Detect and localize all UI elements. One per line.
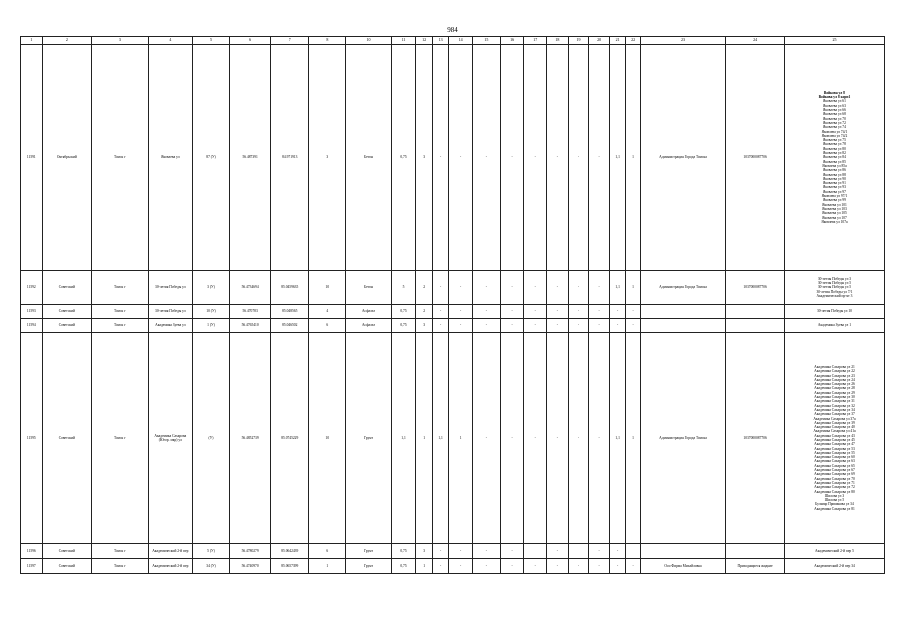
- address-item: Бульвар Примакова ул 34: [815, 502, 854, 507]
- cell-count: 10: [309, 333, 346, 544]
- cell-c15: -: [472, 45, 500, 271]
- cell-c19: -: [568, 271, 589, 305]
- cell-district: Советский: [42, 559, 91, 574]
- address-list: [786, 323, 883, 327]
- cell-c14: -: [449, 544, 473, 559]
- cell-count: 3: [309, 45, 346, 271]
- address-list: [786, 549, 883, 553]
- address-item: Яковлева ул 93: [823, 185, 846, 190]
- cell-c13: 1,1: [432, 333, 448, 544]
- cell-c20: -: [589, 305, 610, 319]
- address-item: Яковлева ул 63: [823, 103, 846, 108]
- header-row: [21, 37, 885, 45]
- cell-house: 5 (У): [192, 544, 229, 559]
- cell-street: Академический 2-й пер: [148, 559, 192, 574]
- cell-c16: -: [500, 45, 524, 271]
- address-item: Войкова ул 8: [823, 90, 845, 95]
- cell-count: 6: [309, 319, 346, 333]
- cell-c16: -: [500, 559, 524, 574]
- cell-ogrn: 1037000087706: [726, 271, 785, 305]
- column-header: 14: [449, 37, 473, 45]
- cell-c16: -: [500, 305, 524, 319]
- cell-street: Академический 2-й пер: [148, 544, 192, 559]
- address-item: Яковлева ул 88: [823, 172, 846, 177]
- address-list: [786, 309, 883, 313]
- cell-c22: 1: [626, 271, 640, 305]
- cell-c20: -: [589, 271, 610, 305]
- column-header: 7: [271, 37, 309, 45]
- cell-area: 0,75: [391, 544, 416, 559]
- address-item: Яковлева ул 66: [823, 108, 846, 113]
- cell-c14: 1: [449, 333, 473, 544]
- cell-c12: 3: [416, 544, 432, 559]
- cell-c12: 2: [416, 305, 432, 319]
- cell-c20: -: [589, 559, 610, 574]
- column-header: 8: [309, 37, 346, 45]
- address-item: Яковлева ул 105: [822, 211, 847, 216]
- cell-c15: -: [472, 271, 500, 305]
- cell-owner: Администрация Города Томска: [640, 271, 725, 305]
- cell-c17: [524, 544, 547, 559]
- cell-c17: -: [524, 271, 547, 305]
- column-header: 17: [524, 37, 547, 45]
- address-item: Академика Зуева ул 1: [817, 323, 852, 328]
- cell-area: 1,1: [391, 333, 416, 544]
- cell-c16: -: [500, 544, 524, 559]
- column-header: 2: [42, 37, 91, 45]
- cell-district: Советский: [42, 544, 91, 559]
- cell-ogrn: 1037000087706: [726, 45, 785, 271]
- cell-lon: 85.046502: [271, 319, 309, 333]
- table-row: [21, 544, 885, 559]
- column-header: 16: [500, 37, 524, 45]
- column-header: 25: [784, 37, 884, 45]
- cell-c12: 2: [416, 271, 432, 305]
- cell-c18: -: [547, 333, 569, 544]
- column-header: 22: [626, 37, 640, 45]
- cell-owner: Администрация Города Томска: [640, 333, 725, 544]
- address-list: [786, 277, 883, 298]
- cell-c18: -: [547, 544, 569, 559]
- address-item: Академика Сахарова ул 39: [814, 420, 855, 425]
- page-number: 984: [447, 26, 458, 34]
- address-item: 30-летия Победы ул 10: [816, 309, 852, 314]
- cell-surface: Асфальт: [346, 319, 391, 333]
- cell-ogrn: [726, 544, 785, 559]
- cell-count: 10: [309, 271, 346, 305]
- table-row: [21, 319, 885, 333]
- cell-area: 5: [391, 271, 416, 305]
- cell-c15: -: [472, 333, 500, 544]
- cell-city: Томск г: [92, 305, 149, 319]
- cell-c16: -: [500, 319, 524, 333]
- cell-owner: Администрация Города Томска: [640, 45, 725, 271]
- address-item: Яковлева ул 90: [823, 176, 846, 181]
- cell-city: Томск г: [92, 544, 149, 559]
- cell-c21: -: [609, 559, 625, 574]
- registry-table: [20, 36, 885, 574]
- address-item: 30-летия Победы ул 5: [817, 285, 852, 290]
- cell-c18: -: [547, 45, 569, 271]
- address-item: Академика Сахарова ул 70: [814, 476, 855, 481]
- cell-city: Томск г: [92, 271, 149, 305]
- address-item: Академика Сахарова ул 37: [814, 412, 855, 417]
- address-item: 30-летия Победы ул 7/1: [816, 289, 853, 294]
- cell-c19: -: [568, 333, 589, 544]
- cell-c22: 1: [626, 333, 640, 544]
- cell-c14: -: [449, 319, 473, 333]
- cell-surface: Асфальт: [346, 305, 391, 319]
- address-item: Академика Сахарова ул 69: [814, 472, 855, 477]
- cell-area: 0,75: [391, 45, 416, 271]
- cell-c12: 1: [416, 333, 432, 544]
- cell-c15: -: [472, 305, 500, 319]
- address-item: Яковлева ул 61: [823, 99, 846, 104]
- column-header: 18: [547, 37, 569, 45]
- address-item: Шилова ул 3: [824, 493, 845, 498]
- cell-area: 0,75: [391, 305, 416, 319]
- column-header: 6: [230, 37, 271, 45]
- cell-c12: 3: [416, 45, 432, 271]
- address-item: Академика Сахарова ул 67: [814, 468, 855, 473]
- address-item: Академика Сахарова ул 40: [814, 425, 855, 430]
- column-header: 13: [432, 37, 448, 45]
- cell-count: 4: [309, 305, 346, 319]
- cell-surface: Грунт: [346, 544, 391, 559]
- cell-c13: -: [432, 319, 448, 333]
- address-list: [786, 564, 883, 568]
- cell-lat: 56.4852739: [230, 333, 271, 544]
- address-item: Академический 2-й пер 5: [815, 548, 854, 553]
- address-item: Академический 2-й пер 34: [814, 563, 855, 568]
- column-header: 1: [21, 37, 43, 45]
- address-item: Академика Сахарова ул 80: [814, 489, 855, 494]
- cell-c17: -: [524, 45, 547, 271]
- cell-c12: 3: [416, 319, 432, 333]
- cell-surface: Бетон: [346, 45, 391, 271]
- column-header: 4: [148, 37, 192, 45]
- cell-lon: 85.0642439: [271, 544, 309, 559]
- cell-owner: [640, 544, 725, 559]
- cell-c14: -: [449, 559, 473, 574]
- column-header: 19: [568, 37, 589, 45]
- cell-c13: -: [432, 45, 448, 271]
- cell-c17: -: [524, 305, 547, 319]
- cell-c18: -: [547, 559, 569, 574]
- address-item: Яковлева ул 74: [823, 125, 846, 130]
- cell-addresses: [784, 271, 884, 305]
- address-list: [786, 91, 883, 224]
- cell-c14: -: [449, 45, 473, 271]
- address-item: Яковлева ул 91: [823, 181, 846, 186]
- cell-city: Томск г: [92, 45, 149, 271]
- cell-c17: -: [524, 319, 547, 333]
- address-item: Академика Сахарова ул 63: [814, 459, 855, 464]
- cell-c22: [626, 544, 640, 559]
- cell-ogrn: [726, 319, 785, 333]
- cell-c21: -: [609, 319, 625, 333]
- column-header: 5: [192, 37, 229, 45]
- cell-c20: -: [589, 45, 610, 271]
- cell-c13: -: [432, 544, 448, 559]
- cell-c12: 1: [416, 559, 432, 574]
- cell-street: 30-летия Победы ул: [148, 271, 192, 305]
- address-item: Академика Сахарова ул 81: [814, 506, 855, 511]
- cell-district: Советский: [42, 305, 91, 319]
- column-header: 15: [472, 37, 500, 45]
- address-item: Шилова ул 5: [824, 498, 845, 503]
- table-body: [21, 45, 885, 574]
- address-item: Яковлева ул 74/1: [821, 129, 848, 134]
- address-item: Академика Сахарова ул 55: [814, 450, 855, 455]
- address-item: Яковлева ул 107а: [821, 219, 848, 224]
- cell-city: Томск г: [92, 333, 149, 544]
- cell-c19: -: [568, 305, 589, 319]
- column-header: 20: [589, 37, 610, 45]
- address-item: Яковлева ул 75: [823, 138, 846, 143]
- cell-house: 87 (У): [192, 45, 229, 271]
- cell-house: 3 (У): [192, 271, 229, 305]
- cell-house: 34 (У): [192, 559, 229, 574]
- address-item: Академика Сахарова ул 32: [814, 403, 855, 408]
- cell-c21: -: [609, 305, 625, 319]
- cell-surface: Бетон: [346, 271, 391, 305]
- cell-owner: [640, 305, 725, 319]
- cell-c19: [568, 544, 589, 559]
- address-item: Академика Сахарова ул 53: [814, 446, 855, 451]
- cell-surface: Грунт: [346, 333, 391, 544]
- cell-id: 11596: [21, 544, 43, 559]
- cell-c13: -: [432, 305, 448, 319]
- cell-c14: -: [449, 305, 473, 319]
- address-item: Академика Сахарова ул 24: [814, 377, 855, 382]
- cell-c15: -: [472, 319, 500, 333]
- cell-id: 11595: [21, 333, 43, 544]
- address-item: Академика Сахарова ул 22: [814, 369, 855, 374]
- address-item: Яковлева ул 74/2: [821, 133, 848, 138]
- cell-lon: 85.0459635: [271, 271, 309, 305]
- address-item: Войкова ул 8 корп1: [818, 95, 851, 100]
- table-row: [21, 333, 885, 544]
- cell-c13: -: [432, 559, 448, 574]
- address-item: Яковлева ул 85а: [822, 163, 847, 168]
- address-item: Академика Сахарова ул 71: [814, 480, 855, 485]
- address-item: Академика Сахарова ул 72: [814, 485, 855, 490]
- cell-addresses: [784, 333, 884, 544]
- cell-c20: -: [589, 544, 610, 559]
- cell-district: Октябрьский: [42, 45, 91, 271]
- address-item: Яковлева ул 103: [822, 206, 847, 211]
- cell-c18: -: [547, 305, 569, 319]
- cell-city: Томск г: [92, 559, 149, 574]
- cell-district: Советский: [42, 271, 91, 305]
- cell-ogrn: Приходящиеся жидкие: [726, 559, 785, 574]
- cell-c17: -: [524, 559, 547, 574]
- address-item: Яковлева ул 80: [823, 146, 846, 151]
- address-item: Академика Сахарова ул 45: [814, 438, 855, 442]
- cell-c14: -: [449, 271, 473, 305]
- cell-id: 11591: [21, 45, 43, 271]
- cell-addresses: [784, 319, 884, 333]
- cell-lon: 85.0657399: [271, 559, 309, 574]
- cell-c18: -: [547, 319, 569, 333]
- address-item: Яковлева ул 107: [822, 215, 847, 220]
- table-row: [21, 305, 885, 319]
- address-item: Яковлева ул 101: [822, 202, 847, 207]
- cell-city: Томск г: [92, 319, 149, 333]
- address-item: 30-летия Победы ул 5: [817, 281, 852, 286]
- cell-c20: -: [589, 319, 610, 333]
- cell-lat: 56.470783: [230, 305, 271, 319]
- column-header: 12: [416, 37, 432, 45]
- cell-lat: 56.4740970: [230, 559, 271, 574]
- address-item: Академика Сахарова ул 47: [814, 442, 855, 447]
- cell-district: Советский: [42, 319, 91, 333]
- table-header: [21, 37, 885, 45]
- cell-ogrn: [726, 305, 785, 319]
- cell-c15: -: [472, 559, 500, 574]
- cell-district: Советский: [42, 333, 91, 544]
- cell-c17: -: [524, 333, 547, 544]
- cell-count: 6: [309, 544, 346, 559]
- cell-c20: -: [589, 333, 610, 544]
- address-item: 30-летия Победы ул 3: [817, 276, 852, 281]
- cell-lon: 85.048565: [271, 305, 309, 319]
- cell-c16: -: [500, 333, 524, 544]
- address-item: Академика Сахарова ул 34: [814, 407, 855, 412]
- cell-c19: -: [568, 319, 589, 333]
- table-row: [21, 559, 885, 574]
- address-item: Яковлева ул 97/1: [821, 194, 848, 199]
- cell-c21: 1,1: [609, 45, 625, 271]
- address-item: Академика Сахарова ул 26: [814, 382, 855, 387]
- cell-c18: -: [547, 271, 569, 305]
- cell-addresses: [784, 559, 884, 574]
- cell-lat: 56.4765410: [230, 319, 271, 333]
- cell-area: 0,75: [391, 319, 416, 333]
- cell-street: Академика Сахарова (Югор. мкр) ул: [148, 333, 192, 544]
- address-item: Академика Сахарова ул 43: [814, 433, 855, 438]
- cell-owner: [640, 319, 725, 333]
- address-item: Академика Сахарова ул 29: [814, 390, 855, 395]
- cell-street: Академика Зуева ул: [148, 319, 192, 333]
- cell-c21: -: [609, 544, 625, 559]
- address-item: Академика Сахарова ул 23: [814, 373, 855, 378]
- address-item: Академика Сахарова ул 30: [814, 395, 855, 400]
- address-item: Яковлева ул 82: [823, 151, 846, 156]
- address-item: Академика Сахарова ул 31: [814, 399, 855, 404]
- cell-street: 30-летия Победы ул: [148, 305, 192, 319]
- cell-lon: 84.971913: [271, 45, 309, 271]
- cell-ogrn: 1037000087706: [726, 333, 785, 544]
- cell-street: Яковлева ул: [148, 45, 192, 271]
- address-item: Академика Сахарова ул 41а: [813, 429, 856, 434]
- cell-count: 1: [309, 559, 346, 574]
- address-item: Яковлева ул 86: [823, 168, 846, 173]
- table-row: [21, 271, 885, 305]
- column-header: 21: [609, 37, 625, 45]
- cell-c15: -: [472, 544, 500, 559]
- column-header: 23: [640, 37, 725, 45]
- address-item: Академика Сахарова ул 21: [814, 364, 855, 369]
- address-item: Яковлева ул 99: [823, 198, 846, 203]
- cell-id: 11592: [21, 271, 43, 305]
- cell-addresses: [784, 45, 884, 271]
- cell-c13: -: [432, 271, 448, 305]
- cell-id: 11594: [21, 319, 43, 333]
- cell-id: 11597: [21, 559, 43, 574]
- cell-lat: 56.487391: [230, 45, 271, 271]
- address-item: Яковлева ул 97: [823, 189, 846, 194]
- cell-c22: -: [626, 305, 640, 319]
- column-header: 11: [391, 37, 416, 45]
- cell-addresses: [784, 544, 884, 559]
- address-item: Академика Сахарова ул 37а: [813, 416, 856, 421]
- cell-house: 10 (У): [192, 305, 229, 319]
- address-item: Академика Сахарова ул 28: [814, 386, 855, 391]
- cell-surface: Грунт: [346, 559, 391, 574]
- address-item: Яковлева ул 70: [823, 116, 846, 121]
- cell-lat: 56.4780279: [230, 544, 271, 559]
- cell-c16: -: [500, 271, 524, 305]
- cell-owner: Ооо Фирма Михайловка: [640, 559, 725, 574]
- table-row: [21, 45, 885, 271]
- address-item: Яковлева ул 72: [823, 120, 846, 125]
- address-list: [786, 365, 883, 511]
- cell-lon: 85.0745229: [271, 333, 309, 544]
- cell-area: 0,75: [391, 559, 416, 574]
- cell-c19: -: [568, 45, 589, 271]
- address-item: Яковлева ул 68: [823, 112, 846, 117]
- column-header: 3: [92, 37, 149, 45]
- address-item: Академика Сахарова ул 65: [814, 463, 855, 468]
- address-item: Академика Сахарова ул 60: [814, 455, 855, 460]
- address-item: Яковлева ул 85: [823, 159, 846, 164]
- cell-c19: -: [568, 559, 589, 574]
- column-header: 24: [726, 37, 785, 45]
- cell-c21: 1,1: [609, 333, 625, 544]
- cell-lat: 56.4734694: [230, 271, 271, 305]
- cell-house: 1 (У): [192, 319, 229, 333]
- cell-id: 11593: [21, 305, 43, 319]
- address-item: Яковлева ул 84: [823, 155, 846, 160]
- address-item: Академический пр-кт 3: [816, 293, 853, 298]
- cell-c22: -: [626, 319, 640, 333]
- cell-addresses: [784, 305, 884, 319]
- cell-c21: 1,1: [609, 271, 625, 305]
- column-header: 10: [346, 37, 391, 45]
- cell-c22: 1: [626, 45, 640, 271]
- address-item: Яковлева ул 78: [823, 142, 846, 147]
- cell-c22: -: [626, 559, 640, 574]
- cell-house: (У): [192, 333, 229, 544]
